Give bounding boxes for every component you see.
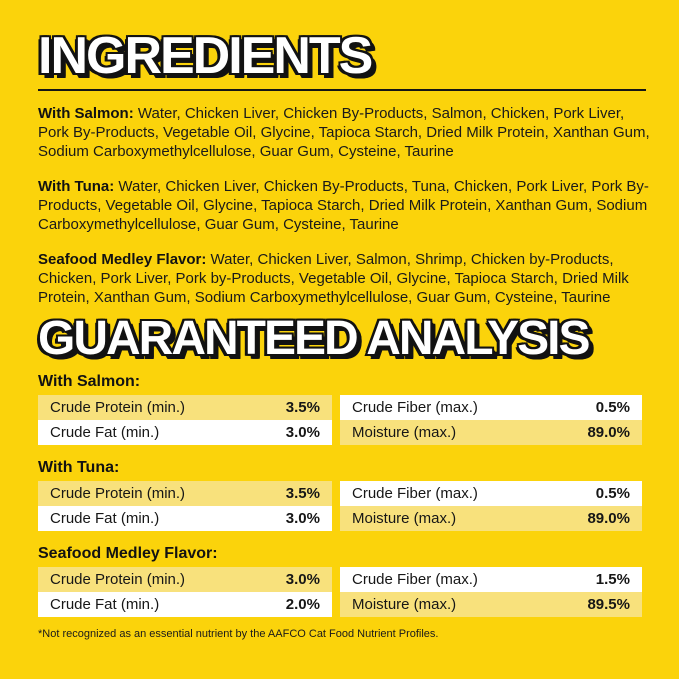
analysis-table-label-salmon: With Salmon: (38, 373, 141, 390)
nutrient-name: Crude Protein (min.) (50, 571, 186, 588)
analysis-cell (340, 420, 642, 445)
nutrient-value: 3.5% (285, 485, 320, 502)
nutrient-name: Crude Fat (min.) (50, 596, 160, 613)
ingredients-divider-rule (38, 89, 646, 91)
analysis-table-label-tuna: With Tuna: (38, 459, 120, 476)
nutrient-value: 3.0% (285, 424, 320, 441)
analysis-cell (38, 592, 332, 617)
guaranteed-analysis-title: GUARANTEED ANALYSIS (38, 312, 589, 365)
nutrient-name: Crude Fiber (max.) (352, 571, 478, 588)
analysis-cell (340, 481, 642, 506)
analysis-table-seafood-medley (38, 567, 642, 617)
ingredients-text-tuna: Water, Chicken Liver, Chicken By-Products, Tuna, Chicken, Pork Liver, Pork By-Products, Vegetable Oil, Glycine, Tapioca Starch, Dried Milk Protein, Xanthan Gum, Sodium Carboxymethylcellulose, Guar Gum, Cysteine, Taurine (38, 178, 649, 233)
aafco-footnote: *Not recognized as an essential nutrient by the AAFCO Cat Food Nutrient Profiles. (38, 628, 439, 640)
nutrient-name: Moisture (max.) (352, 424, 457, 441)
nutrient-name: Crude Fat (min.) (50, 424, 160, 441)
nutrient-value: 89.0% (587, 424, 630, 441)
ingredients-paragraph-salmon (38, 104, 650, 161)
analysis-table-label-seafood-medley: Seafood Medley Flavor: (38, 545, 218, 562)
ingredients-title: INGREDIENTS (38, 27, 372, 85)
ingredients-text-salmon: Water, Chicken Liver, Chicken By-Products, Salmon, Chicken, Pork Liver, Pork By-Products, Vegetable Oil, Glycine, Tapioca Starch, Dried Milk Protein, Xanthan Gum, Sodium Carboxymethylcellulose, Guar Gum, Cysteine, Taurine (38, 105, 650, 160)
analysis-cell (38, 506, 332, 531)
analysis-cell (38, 395, 332, 420)
analysis-cell (38, 420, 332, 445)
analysis-table-tuna (38, 481, 642, 531)
analysis-cell (38, 567, 332, 592)
nutrient-value: 3.0% (285, 510, 320, 527)
analysis-cell (340, 506, 642, 531)
nutrient-value: 2.0% (285, 596, 320, 613)
nutrient-value: 89.0% (587, 510, 630, 527)
analysis-cell (340, 592, 642, 617)
analysis-cell (340, 395, 642, 420)
ingredients-lead-tuna: With Tuna: (38, 178, 115, 195)
ingredients-lead-seafood-medley: Seafood Medley Flavor: (38, 251, 207, 268)
ingredients-paragraph-seafood-medley (38, 250, 650, 307)
nutrient-name: Moisture (max.) (352, 596, 457, 613)
nutrient-name: Crude Fiber (max.) (352, 485, 478, 502)
nutrient-name: Crude Fat (min.) (50, 510, 160, 527)
nutrient-value: 1.5% (595, 571, 630, 588)
nutrient-name: Crude Protein (min.) (50, 399, 186, 416)
nutrient-value: 89.5% (587, 596, 630, 613)
ingredients-lead-salmon: With Salmon: (38, 105, 134, 122)
nutrient-name: Crude Fiber (max.) (352, 399, 478, 416)
nutrient-name: Crude Protein (min.) (50, 485, 186, 502)
nutrient-value: 0.5% (595, 485, 630, 502)
nutrient-value: 0.5% (595, 399, 630, 416)
analysis-table-salmon (38, 395, 642, 445)
ingredients-paragraph-tuna (38, 177, 650, 234)
ingredients-text-seafood-medley: Water, Chicken Liver, Salmon, Shrimp, Chicken by-Products, Chicken, Pork Liver, Pork by-Products, Vegetable Oil, Glycine, Tapioca Starch, Dried Milk Protein, Xanthan Gum, Sodium Carboxymethylcellulose, Guar Gum, Cysteine, Taurine (38, 251, 629, 306)
nutrient-value: 3.5% (285, 399, 320, 416)
analysis-cell (340, 567, 642, 592)
analysis-cell (38, 481, 332, 506)
nutrient-value: 3.0% (285, 571, 320, 588)
nutrient-name: Moisture (max.) (352, 510, 457, 527)
